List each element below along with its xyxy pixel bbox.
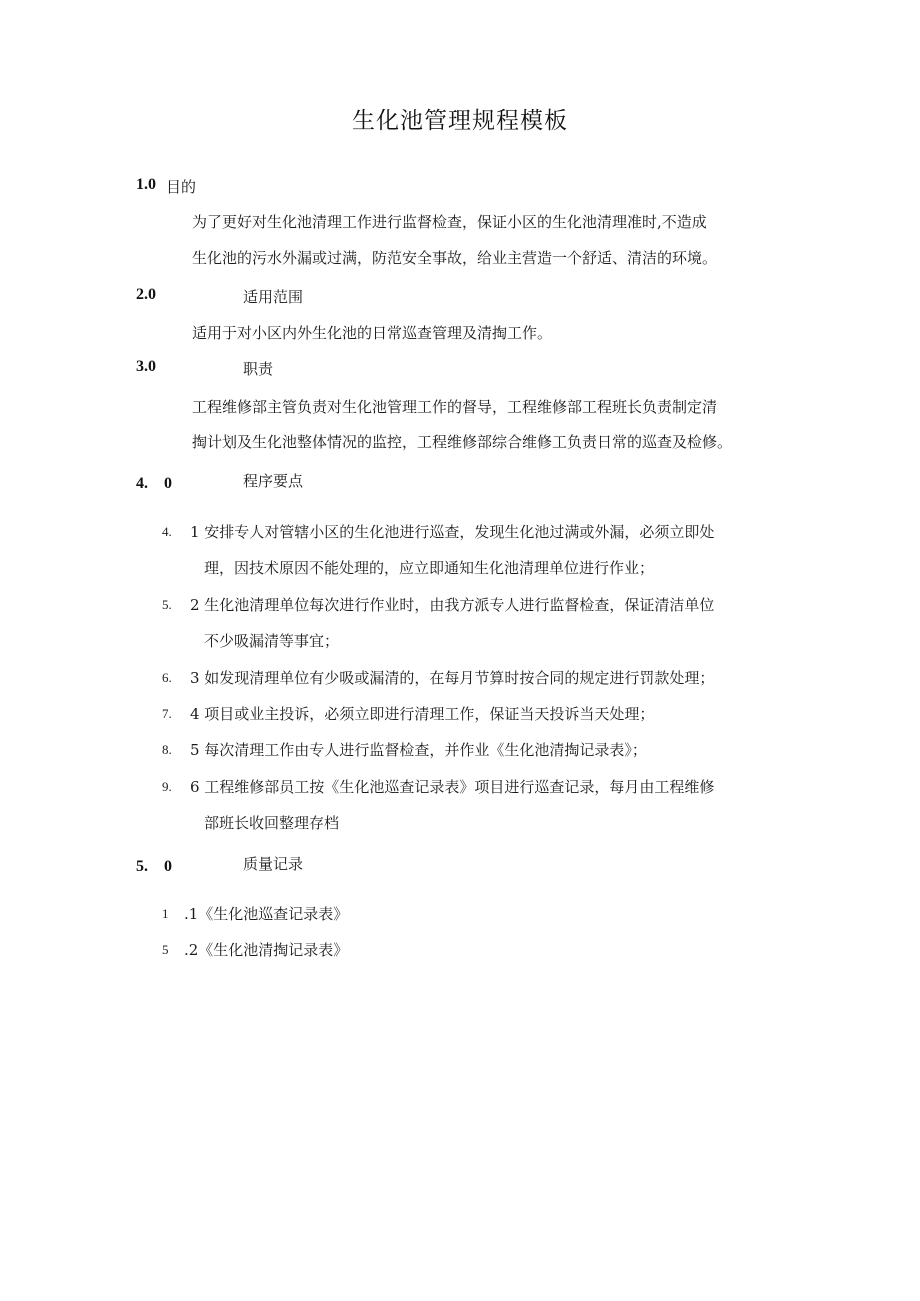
procedure-item-1-line-1: 1 安排专人对管辖小区的生化池进行巡查，发现生化池过满或外漏，必须立即处 xyxy=(190,523,715,541)
procedure-item-4-line-1: 4 项目或业主投诉，必须立即进行清理工作，保证当天投诉当天处理； xyxy=(190,705,655,723)
procedure-item-1-number: 4. xyxy=(162,524,172,539)
procedure-item-5-number: 8. xyxy=(162,742,172,757)
section-4-title: 程序要点 xyxy=(243,472,304,490)
record-1-number: 1 xyxy=(162,906,169,921)
section-3-title: 职责 xyxy=(243,360,274,378)
section-3-line-1: 工程维修部主管负责对生化池管理工作的督导，工程维修部工程班长负责制定清 xyxy=(192,398,718,416)
document-title: 生化池管理规程模板 xyxy=(352,108,568,134)
section-1-title: 目的 xyxy=(166,178,197,196)
procedure-item-2-number: 5. xyxy=(162,597,172,612)
record-2-text: .2《生化池清掏记录表》 xyxy=(184,941,349,959)
section-1-number: 1.0 xyxy=(136,176,156,193)
section-4-number: 4. 0 xyxy=(136,475,173,492)
section-2-line-1: 适用于对小区内外生化池的日常巡查管理及清掏工作。 xyxy=(192,324,553,342)
section-2-title: 适用范围 xyxy=(243,288,304,306)
procedure-item-2-line-2: 不少吸漏清等事宜； xyxy=(204,632,340,650)
section-1-line-2: 生化池的污水外漏或过满，防范安全事故，给业主营造一个舒适、清洁的环境。 xyxy=(192,249,718,267)
procedure-item-5-line-1: 5 每次清理工作由专人进行监督检查，并作业《生化池清掏记录表》； xyxy=(190,741,647,759)
section-1-line-1: 为了更好对生化池清理工作进行监督检查，保证小区的生化池清理准时,不造成 xyxy=(192,213,707,231)
procedure-item-6-line-2: 部班长收回整理存档 xyxy=(204,814,340,832)
procedure-item-2-line-1: 2 生化池清理单位每次进行作业时，由我方派专人进行监督检查，保证清洁单位 xyxy=(190,596,715,614)
record-1-text: .1《生化池巡查记录表》 xyxy=(184,905,349,923)
procedure-item-1-line-2: 理，因技术原因不能处理的，应立即通知生化池清理单位进行作业； xyxy=(204,559,655,577)
section-5-number: 5. 0 xyxy=(136,858,173,875)
procedure-item-3-number: 6. xyxy=(162,670,172,685)
section-3-number: 3.0 xyxy=(136,358,156,375)
section-5-title: 质量记录 xyxy=(243,855,304,873)
procedure-item-6-line-1: 6 工程维修部员工按《生化池巡查记录表》项目进行巡查记录，每月由工程维修 xyxy=(190,778,715,796)
section-3-line-2: 掏计划及生化池整体情况的监控，工程维修部综合维修工负责日常的巡查及检修。 xyxy=(192,433,733,451)
procedure-item-6-number: 9. xyxy=(162,779,172,794)
procedure-item-4-number: 7. xyxy=(162,706,172,721)
record-2-number: 5 xyxy=(162,942,169,957)
procedure-item-3-line-1: 3 如发现清理单位有少吸或漏清的，在每月节算时按合同的规定进行罚款处理； xyxy=(190,669,715,687)
section-2-number: 2.0 xyxy=(136,286,156,303)
